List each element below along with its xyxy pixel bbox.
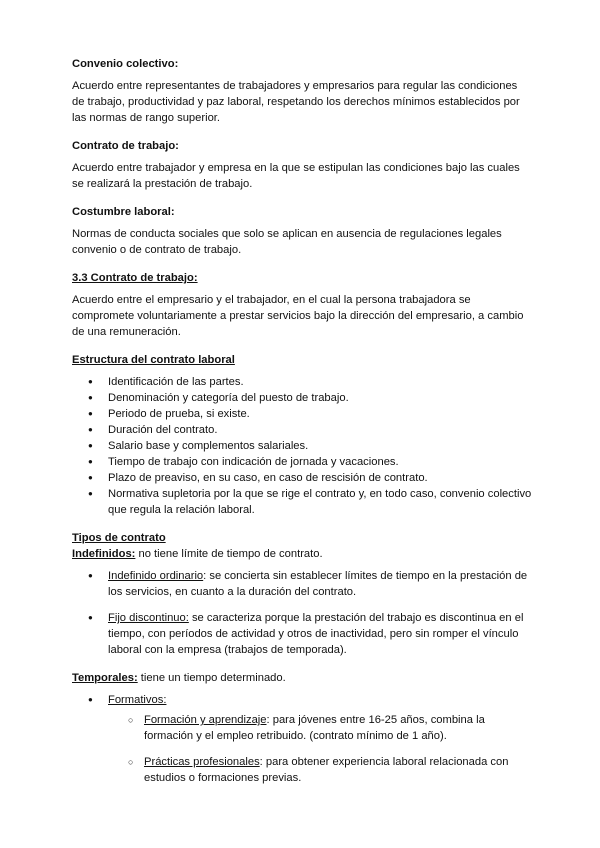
temporales-text: tiene un tiempo determinado. [137,672,286,684]
list-item: ● Plazo de preaviso, en su caso, en caso de rescisión de contrato. [72,470,532,486]
formativo-item-text: : para jóvenes entre 16-25 años, combina la formación y el empleo retribuido. (contrato mínimo de 1 año). [144,714,485,742]
list-item: ● Normativa supletoria por la que se rige el contrato y, en todo caso, convenio colectivo que regula la relación laboral. [72,486,532,518]
list-item: ● Tiempo de trabajo con indicación de jornada y vacaciones. [72,454,532,470]
indefinidos-list [72,568,532,658]
indefinidos-line [72,546,532,562]
indef-item-text: se caracteriza porque la prestación del trabajo es discontinua en el tiempo, con períodos de actividad y otros de inactividad, pero sin romper el vínculo laboral con la empresa (trabajos de temporada). [108,612,524,656]
list-item [72,610,532,658]
document-page [72,56,532,786]
list-item: ● Denominación y categoría del puesto de trabajo. [72,390,532,406]
formativo-item-label: Formación y aprendizaje [144,714,267,726]
formativos-list [72,712,532,786]
tipos-title: Tipos de contrato [72,532,166,544]
formativo-item-text: : para obtener experiencia laboral relacionada con estudios o formaciones previas. [144,756,509,784]
formativos-label: Formativos: [108,694,167,706]
list-item [72,754,532,786]
list-item: ● Duración del contrato. [72,422,532,438]
list-item: ● Identificación de las partes. [72,374,532,390]
temporales-list [72,692,532,708]
list-item [72,568,532,600]
list-item: ● Salario base y complementos salariales. [72,438,532,454]
indefinidos-text: no tiene límite de tiempo de contrato. [135,548,323,560]
costumbre-title: Costumbre laboral: [72,206,175,218]
estructura-list [72,374,532,518]
list-item [72,692,532,708]
costumbre-text: Normas de conducta sociales que solo se aplican en ausencia de regulaciones legales convenio o de contrato de trabajo. [72,228,502,256]
indefinidos-label: Indefinidos: [72,548,136,560]
contrato-def-title: Contrato de trabajo: [72,140,179,152]
temporales-line [72,670,532,686]
list-item: ● Periodo de prueba, si existe. [72,406,532,422]
indef-item-label: Fijo discontinuo: [108,612,189,624]
list-item [72,712,532,744]
indef-item-label: Indefinido ordinario [108,570,204,582]
section-3-3-text: Acuerdo entre el empresario y el trabajador, en el cual la persona trabajadora se compromete voluntariamente a prestar servicios bajo la dirección del empresario, a cambio de una remuneración. [72,294,524,338]
estructura-title: Estructura del contrato laboral [72,354,235,366]
formativo-item-label: Prácticas profesionales [144,756,260,768]
temporales-label: Temporales: [72,672,138,684]
convenio-title: Convenio colectivo: [72,58,179,70]
indef-item-text: : se concierta sin establecer límites de tiempo en la prestación de los servicios, en cuanto a la duración del contrato. [108,570,528,598]
convenio-text: Acuerdo entre representantes de trabajadores y empresarios para regular las condiciones de trabajo, productividad y paz laboral, respetando los derechos mínimos establecidos por las normas de rango superior. [72,80,520,124]
section-3-3-title: 3.3 Contrato de trabajo: [72,272,198,284]
contrato-def-text: Acuerdo entre trabajador y empresa en la que se estipulan las condiciones bajo las cuales se realizará la prestación de trabajo. [72,162,520,190]
